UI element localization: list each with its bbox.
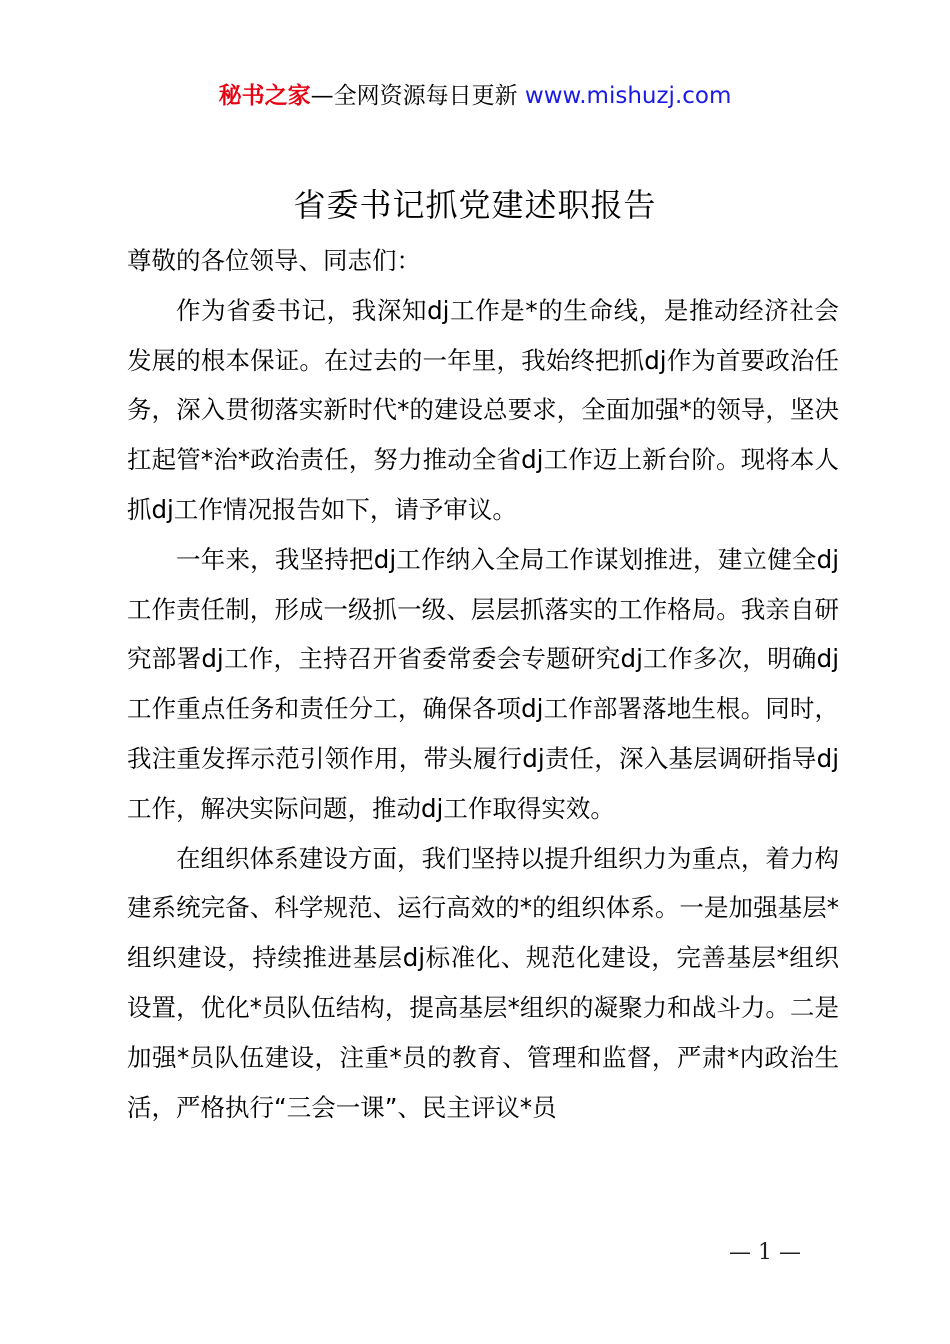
brand-name: 秘书之家 xyxy=(218,83,311,109)
page-number: — 1 — xyxy=(729,1240,801,1265)
document-body xyxy=(127,236,839,1132)
page-header xyxy=(0,80,950,112)
paragraph: 一年来，我坚持把dj工作纳入全局工作谋划推进，建立健全dj工作责任制，形成一级抓一级、层层抓落实的工作格局。我亲自研究部署dj工作，主持召开省委常委会专题研究dj工作多次，明确dj工作重点任务和责任分工，确保各项dj工作部署落地生根。同时，我注重发挥示范引领作用，带头履行dj责任，深入基层调研指导dj工作，解决实际问题，推动dj工作取得实效。 xyxy=(127,544,839,823)
salutation: 尊敬的各位领导、同志们： xyxy=(127,246,421,275)
paragraph: 在组织体系建设方面，我们坚持以提升组织力为重点，着力构建系统完备、科学规范、运行高效的*的组织体系。一是加强基层*组织建设，持续推进基层dj标准化、规范化建设，完善基层*组织设置，优化*员队伍结构，提高基层*组织的凝聚力和战斗力。二是加强*员队伍建设，注重*员的教育、管理和监督，严肃*内政治生活，严格执行“三会一课”、民主评议*员 xyxy=(127,843,839,1122)
document-title: 省委书记抓党建述职报告 xyxy=(293,186,657,224)
paragraph: 作为省委书记，我深知dj工作是*的生命线，是推动经济社会发展的根本保证。在过去的一年里，我始终把抓dj作为首要政治任务，深入贯彻落实新时代*的建设总要求，全面加强*的领导，坚决扛起管*治*政治责任，努力推动全省dj工作迈上新台阶。现将本人抓dj工作情况报告如下，请予审议。 xyxy=(127,295,839,524)
header-tagline: —全网资源每日更新 xyxy=(310,83,518,109)
site-url-link[interactable]: www.mishuzj.com xyxy=(524,83,732,109)
